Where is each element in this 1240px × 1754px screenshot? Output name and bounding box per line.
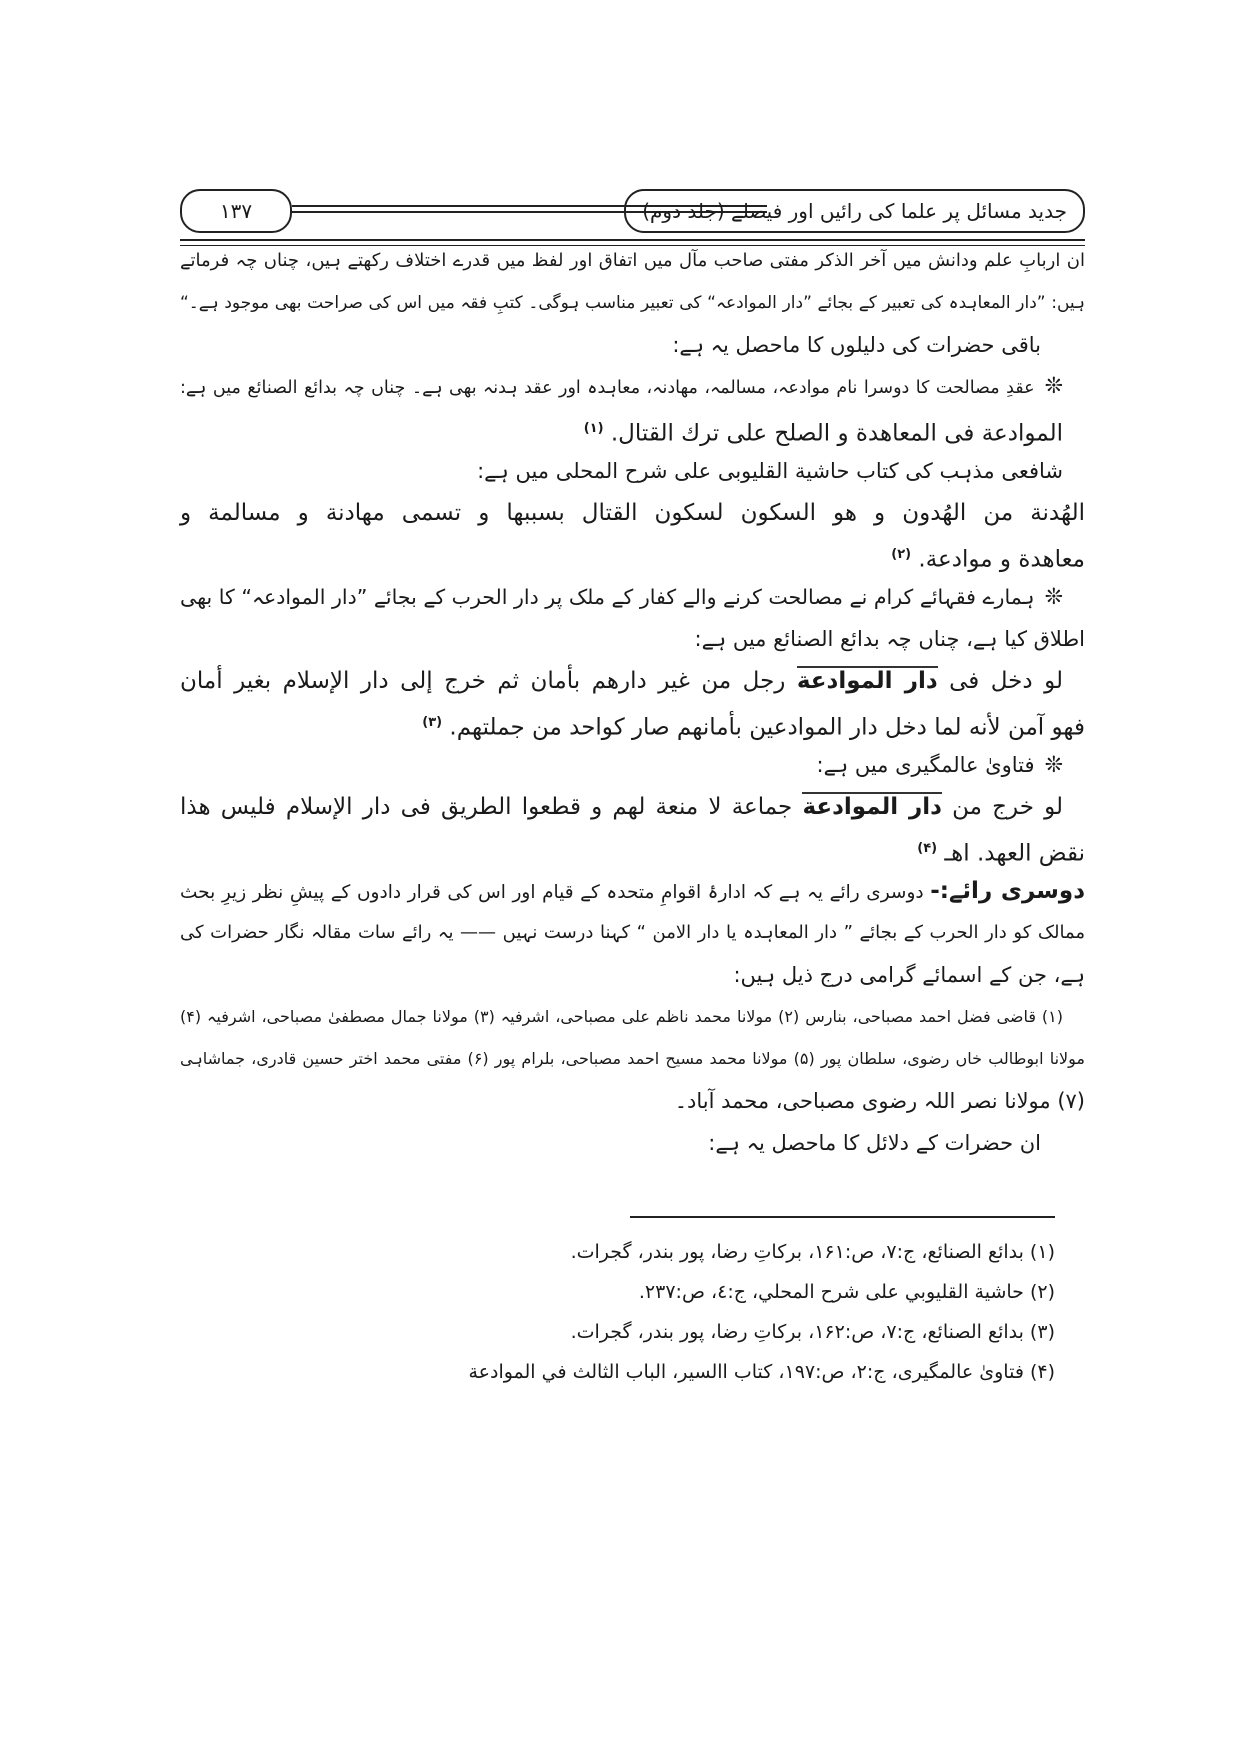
arabic-quote: [180, 408, 1085, 450]
section-heading: دوسری رائے:-: [930, 878, 1085, 904]
quote-text: لو خرج من: [941, 794, 1063, 820]
footnote: (۳) بدائع الصنائع، ج:۷، ص:۱۶۲، برکاتِ رضا، پور بندر، گجرات.: [570, 1321, 1055, 1343]
bullet-line: [180, 366, 1085, 408]
names-line: (۷) مولانا نصر اللہ رضوی مصباحی، محمد آباد۔: [674, 1089, 1085, 1113]
bullet-text: عقدِ مصالحت کا دوسرا نام موادعہ، مسالمہ، مھادنہ، معاہدہ اور عقد ہدنہ بھی ہے۔ چناں چہ بدائع الصنائع میں ہے:: [180, 378, 1035, 398]
quote-text: جماعة لا منعة لهم و قطعوا الطريق فی دار الإسلام فليس هذا: [180, 794, 803, 820]
highlighted-term: دار الموادعة: [802, 794, 942, 820]
names-line: (۱) قاضی فضل احمد مصباحی، بنارس (۲) مولانا محمد ناظم علی مصباحی، اشرفیہ (۳) مولانا جمال مصطفیٰ مصباحی، اشرفیہ (۴): [180, 1007, 1063, 1026]
footnote-ref[interactable]: (۲): [891, 547, 912, 562]
paragraph-line: ممالک کو دار الحرب کے بجائے ” دار المعاہدہ یا دار الامن “ کہنا درست نہیں —— یہ رائے سات مقالہ نگار حضرات کی: [180, 922, 1085, 943]
paragraph-line: اطلاق کیا ہے، چناں چہ بدائع الصنائع میں ہے:: [694, 627, 1085, 651]
paragraph-line: ان حضرات کے دلائل کا ماحصل یہ ہے:: [708, 1131, 1041, 1155]
paragraph-line: ہیں: ”دار المعاہدہ کی تعبیر کے بجائے ”دار الموادعہ“ کی تعبیر مناسب ہوگی۔ کتبِ فقہ میں اس کی صراحت بھی موجود ہے۔“: [180, 293, 1085, 313]
footnote-ref[interactable]: (۴): [917, 841, 938, 856]
bullet-text: فتاویٰ عالمگیری میں ہے:: [816, 753, 1035, 777]
arabic-quote: [180, 702, 1085, 744]
arabic-quote: [180, 786, 1085, 828]
paragraph-line: شافعی مذہب کی کتاب حاشیة القلیوبی علی شرح المحلی میں ہے:: [477, 459, 1063, 483]
book-title: جدید مسائل پر علما کی رائیں اور فیصلے (جلد دوم): [624, 189, 1085, 233]
bullet-icon: ❊: [1044, 374, 1063, 399]
arabic-quote: الهُدنة من الهُدون و هو السكون لسكون القتال بسببها و تسمى مهادنة و مسالمة و: [180, 500, 1085, 526]
names-line: مولانا ابوطالب خاں رضوی، سلطان پور (۵) مولانا محمد مسیح احمد مصباحی، بلرام پور (۶) مفتی محمد اختر حسین قادری، جماشاہی: [180, 1049, 1086, 1068]
footnote: (۱) بدائع الصنائع، ج:۷، ص:۱۶۱، برکاتِ رضا، پور بندر، گجرات.: [570, 1241, 1055, 1263]
bullet-line: [180, 576, 1085, 618]
bullet-icon: ❊: [1044, 753, 1063, 778]
quote-text: الموادعة فی المعاهدة و الصلح على ترك القتال.: [610, 420, 1063, 447]
bullet-text: ہمارے فقہائے کرام نے مصالحت کرنے والے کفار کے ملک پر دار الحرب کے بجائے ”دار الموادعہ“ کا بھی: [180, 585, 1035, 609]
footnote-ref[interactable]: (۳): [422, 715, 443, 730]
footnote: (۴) فتاویٰ عالمگیری، ج:۲، ص:۱۹۷، کتاب االسیر، الباب الثالث في الموادعة: [468, 1361, 1055, 1383]
paragraph-line: ہے، جن کے اسمائے گرامی درج ذیل ہیں:: [733, 963, 1085, 987]
page-number: ۱۳۷: [180, 189, 292, 233]
quote-text: رجل من غير دارهم بأمان ثم خرج إلى دار الإسلام بغير أمان: [180, 668, 797, 694]
footnote-ref[interactable]: (۱): [583, 421, 604, 436]
quote-text: لو دخل فی: [937, 668, 1063, 694]
arabic-quote: [180, 660, 1085, 702]
arabic-quote: [180, 534, 1085, 576]
highlighted-term: دار الموادعة: [796, 668, 938, 694]
footnotes: [180, 1232, 1055, 1392]
page-body: [180, 240, 1085, 1164]
footnote: (۲) حاشية القليوبي على شرح المحلي، ج:٤، ص:۲۳۷.: [638, 1281, 1055, 1303]
paragraph-line: ان اربابِ علم ودانش میں آخر الذکر مفتی صاحب مآل میں اتفاق اور لفظ میں قدرے اختلاف رکھتے ہیں، چناں چہ فرماتے: [180, 250, 1085, 271]
footnote-separator: [630, 1216, 1055, 1218]
arabic-quote: [180, 828, 1085, 870]
bullet-line: [180, 744, 1085, 786]
quote-text: نقض العهد. اهـ: [944, 840, 1085, 867]
quote-text: فهو آمن لأنه لما دخل دار الموادعين بأمانهم صار كواحد من جملتهم.: [449, 714, 1085, 741]
bullet-icon: ❊: [1044, 585, 1063, 610]
running-header: [180, 189, 1085, 233]
paragraph-text: دوسری رائے یہ ہے کہ ادارۂ اقوامِ متحدہ کے قیام اور اس کی قرار دادوں کے پیشِ نظر زیرِ بحث: [180, 882, 931, 903]
paragraph-line: [180, 870, 1085, 912]
paragraph-line: باقی حضرات کی دلیلوں کا ماحصل یہ ہے:: [672, 333, 1041, 357]
quote-text: معاهدة و موادعة.: [918, 546, 1085, 573]
